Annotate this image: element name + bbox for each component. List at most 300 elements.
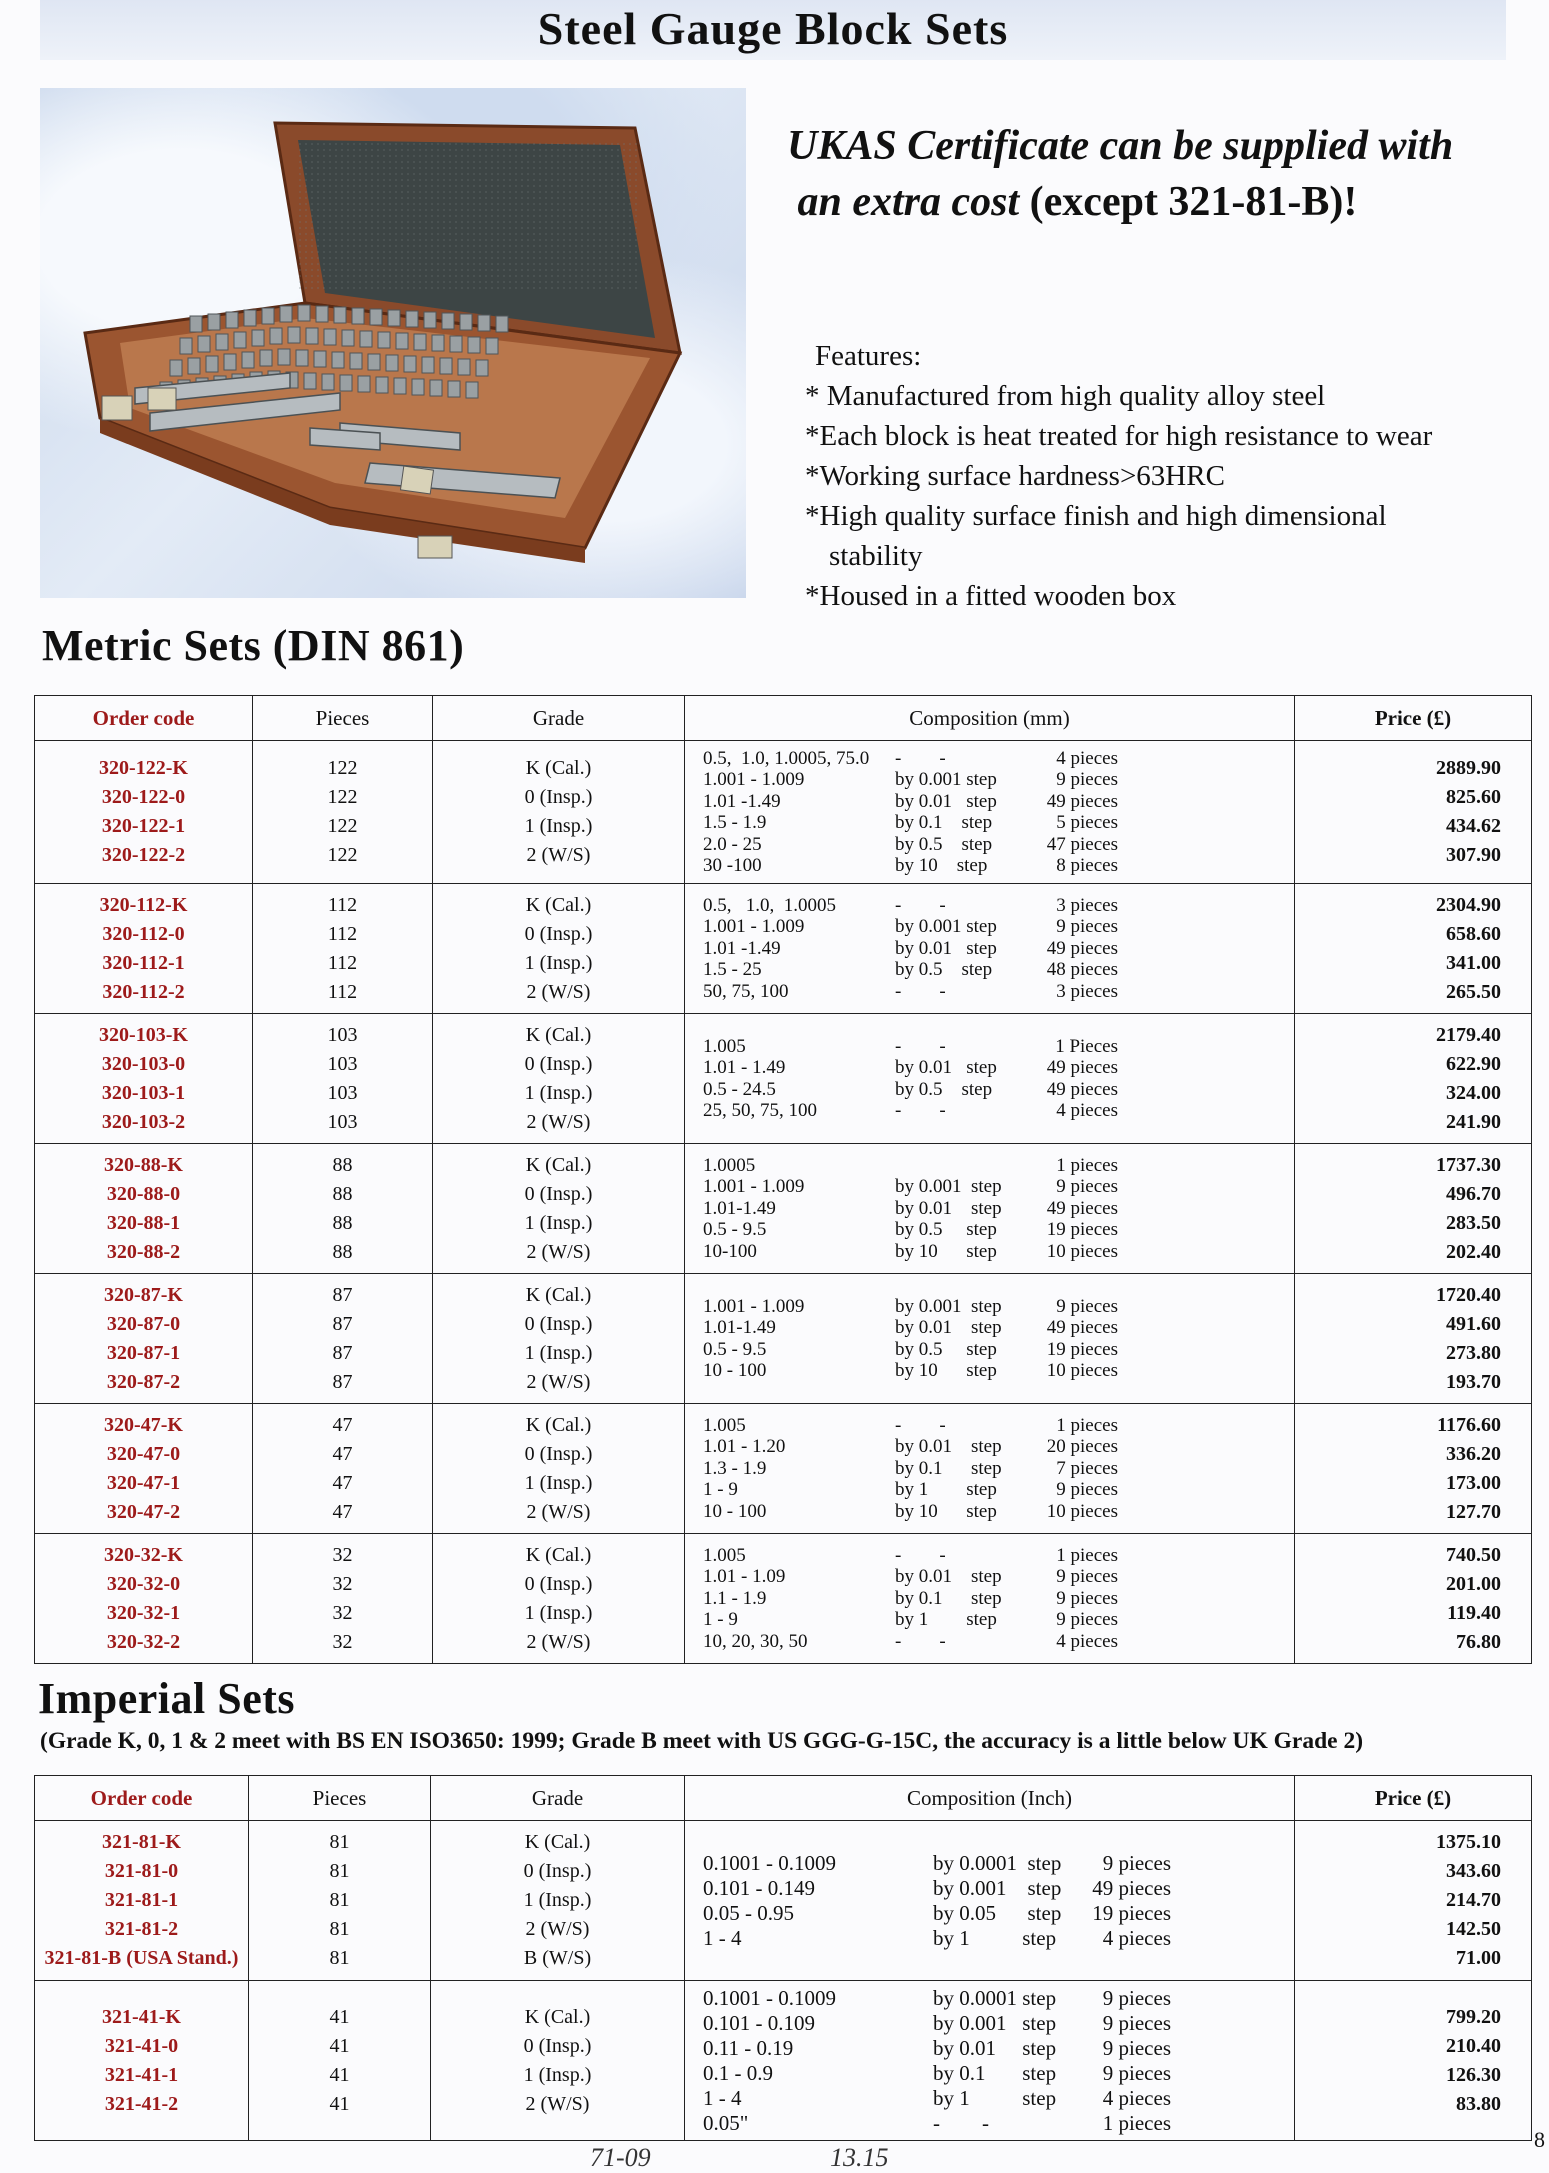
pieces-count: 32 <box>332 1543 353 1566</box>
pieces-count: 103 <box>327 1110 358 1133</box>
composition-line <box>703 981 1294 1003</box>
order-code: 320-103-0 <box>101 1052 186 1075</box>
header-price: Price (£) <box>1295 1776 1532 1821</box>
composition-step: by 0.1 step <box>933 2060 1057 2085</box>
composition-count: 9 pieces <box>1056 1479 1118 1501</box>
composition-line <box>703 1501 1294 1523</box>
price-cell <box>1295 1144 1532 1274</box>
pieces-count: 41 <box>329 2092 350 2115</box>
composition-step: by 0.5 step <box>895 833 993 855</box>
price-cell <box>1295 884 1532 1014</box>
composition-range: 10 - 100 <box>703 1360 767 1381</box>
grade-cell <box>433 1014 685 1144</box>
price: 2304.90 <box>1436 893 1501 916</box>
composition-range: 1.1 - 1.9 <box>703 1587 767 1609</box>
composition-count: 49 pieces <box>1046 937 1118 959</box>
pieces-count: 112 <box>327 922 358 945</box>
grade: 2 (W/S) <box>526 980 591 1003</box>
order-code: 320-32-0 <box>106 1572 181 1595</box>
composition-line <box>703 1566 1294 1588</box>
grade: 0 (Insp.) <box>524 1572 593 1595</box>
pieces-count-cell <box>253 1014 433 1144</box>
composition-step: by 0.001 step <box>933 1875 1062 1900</box>
order-code-cell <box>35 1534 253 1664</box>
grade: 0 (Insp.) <box>524 1052 593 1075</box>
price-cell <box>1295 1981 1532 2141</box>
composition-range: 0.5, 1.0, 1.0005 <box>703 894 836 916</box>
price: 1375.10 <box>1436 1831 1501 1853</box>
composition-range: 30 -100 <box>703 855 762 876</box>
composition-count: 7 pieces <box>1056 1457 1118 1479</box>
composition-range: 1 - 4 <box>703 1925 742 1950</box>
composition-line <box>703 1876 1294 1901</box>
composition-line <box>703 2036 1294 2061</box>
composition-step: by 0.01 step <box>895 1436 1002 1458</box>
grade: K (Cal.) <box>525 1283 592 1306</box>
order-code: 320-122-2 <box>101 844 186 866</box>
composition-count: 9 pieces <box>1056 1176 1118 1198</box>
price-cell <box>1295 1274 1532 1404</box>
table-row <box>35 884 1532 1014</box>
pieces-count: 81 <box>329 1889 350 1911</box>
composition-count: 9 pieces <box>1102 1985 1171 2010</box>
order-code: 320-88-K <box>104 1153 183 1176</box>
composition-line <box>703 1851 1294 1876</box>
composition-count: 9 pieces <box>1056 1609 1118 1631</box>
pieces-count-cell <box>249 1981 431 2141</box>
order-code: 321-81-1 <box>104 1889 179 1911</box>
pieces-count: 103 <box>327 1052 358 1075</box>
composition-range: 25, 50, 75, 100 <box>703 1100 817 1121</box>
composition-count: 47 pieces <box>1046 833 1118 855</box>
composition-line <box>703 959 1294 981</box>
grade: 0 (Insp.) <box>524 1312 593 1335</box>
composition-line <box>703 1458 1294 1480</box>
order-code: 320-88-2 <box>106 1240 181 1263</box>
pieces-count-cell <box>253 884 433 1014</box>
price-cell <box>1295 741 1532 884</box>
pieces-count: 112 <box>327 893 358 916</box>
headline-line-1: UKAS Certificate can be supplied with <box>787 123 1454 169</box>
composition-count: 5 pieces <box>1056 812 1118 833</box>
grade: 1 (Insp.) <box>524 1081 593 1104</box>
composition-range: 1.001 - 1.009 <box>703 769 805 790</box>
composition-step: by 1 step <box>933 2085 1057 2110</box>
composition-step: - - <box>895 1100 946 1121</box>
composition-range: 10, 20, 30, 50 <box>703 1630 808 1652</box>
pieces-count-cell <box>253 741 433 884</box>
price: 2179.40 <box>1436 1023 1501 1046</box>
composition-step: - - <box>895 894 946 916</box>
table-row <box>35 1404 1532 1534</box>
composition-step: by 0.5 step <box>895 959 993 981</box>
handwritten-note: 13.15 <box>830 2143 889 2172</box>
order-code: 320-88-0 <box>106 1182 181 1205</box>
composition-cell <box>685 1144 1295 1274</box>
composition-range: 0.1001 - 0.1009 <box>703 1850 836 1875</box>
grade: 0 (Insp.) <box>523 2034 592 2057</box>
price: 273.80 <box>1446 1341 1501 1364</box>
composition-line <box>703 1545 1294 1567</box>
pieces-count: 112 <box>327 951 358 974</box>
composition-line <box>703 1588 1294 1610</box>
composition-count: 49 pieces <box>1046 1078 1118 1100</box>
table-row <box>35 1144 1532 1274</box>
composition-step: by 0.001 step <box>895 1176 1002 1198</box>
grade: K (Cal.) <box>525 893 592 916</box>
price: 1720.40 <box>1436 1283 1501 1306</box>
grade-cell <box>433 1534 685 1664</box>
composition-count: 1 pieces <box>1056 1414 1118 1436</box>
price: 496.70 <box>1446 1182 1501 1205</box>
composition-step: by 1 step <box>895 1479 997 1501</box>
grade: 2 (W/S) <box>526 1240 591 1263</box>
page-title: Steel Gauge Block Sets <box>537 3 1009 54</box>
pieces-count: 88 <box>332 1211 353 1234</box>
composition-step: by 0.01 step <box>933 2035 1057 2060</box>
gauge-block-box-illustration <box>40 88 746 598</box>
grade: 1 (Insp.) <box>524 1601 593 1624</box>
table-row <box>35 1274 1532 1404</box>
composition-count: 8 pieces <box>1056 855 1118 876</box>
grade-cell <box>431 1981 685 2141</box>
composition-step: by 10 step <box>895 855 988 876</box>
price-cell <box>1295 1014 1532 1144</box>
composition-step: by 0.001 step <box>895 1295 1002 1317</box>
order-code-cell <box>35 1821 249 1981</box>
pieces-count: 87 <box>332 1341 353 1364</box>
composition-line <box>703 1317 1294 1339</box>
composition-step: by 10 step <box>895 1500 997 1522</box>
composition-step: - - <box>895 747 946 769</box>
grade-cell <box>433 1404 685 1534</box>
pieces-count: 112 <box>327 980 358 1003</box>
composition-line <box>703 895 1294 917</box>
pieces-count: 81 <box>329 1947 350 1969</box>
header-price: Price (£) <box>1295 696 1532 741</box>
metric-sets-heading: Metric Sets (DIN 861) <box>42 621 465 670</box>
composition-range: 0.5, 1.0, 1.0005, 75.0 <box>703 747 870 769</box>
composition-cell <box>685 1981 1295 2141</box>
composition-range: 0.1 - 0.9 <box>703 2060 773 2085</box>
order-code: 320-112-0 <box>102 922 185 945</box>
order-code: 320-103-1 <box>101 1081 186 1104</box>
composition-count: 19 pieces <box>1046 1219 1118 1241</box>
composition-line <box>703 1901 1294 1926</box>
metric-sets-table <box>34 695 1532 1664</box>
composition-count: 49 pieces <box>1046 1197 1118 1219</box>
composition-count: 9 pieces <box>1102 2010 1171 2035</box>
header-composition: Composition (Inch) <box>685 1776 1295 1821</box>
order-code-cell <box>35 1404 253 1534</box>
pieces-count: 41 <box>329 2005 350 2028</box>
header-grade: Grade <box>431 1776 685 1821</box>
pieces-count: 122 <box>327 786 358 808</box>
order-code: 320-112-K <box>99 893 188 916</box>
order-code: 320-87-1 <box>106 1341 181 1364</box>
pieces-count-cell <box>253 1534 433 1664</box>
grade-cell <box>433 1274 685 1404</box>
composition-step: by 0.1 step <box>895 1587 1002 1609</box>
composition-count: 10 pieces <box>1046 1500 1118 1522</box>
product-photo <box>40 88 746 598</box>
composition-line <box>703 1100 1294 1122</box>
grade: K (Cal.) <box>525 1543 592 1566</box>
imperial-sets-table <box>34 1775 1532 2141</box>
pieces-count: 47 <box>332 1500 353 1523</box>
composition-range: 0.05 - 0.95 <box>703 1900 794 1925</box>
header-order-code: Order code <box>35 1776 249 1821</box>
composition-count: 4 pieces <box>1056 1630 1118 1652</box>
composition-range: 0.101 - 0.109 <box>703 2010 815 2035</box>
grade: K (Cal.) <box>525 1023 592 1046</box>
composition-line <box>703 1631 1294 1653</box>
price: 142.50 <box>1446 1918 1501 1940</box>
order-code: 320-47-K <box>104 1413 183 1436</box>
handwritten-note: 71-09 <box>590 2143 651 2172</box>
composition-count: 49 pieces <box>1092 1875 1171 1900</box>
grade: 0 (Insp.) <box>523 1860 592 1882</box>
grade: 0 (Insp.) <box>524 786 593 808</box>
order-code: 320-103-K <box>99 1023 188 1046</box>
feature-item: stability <box>829 540 923 572</box>
pieces-count: 122 <box>327 757 358 779</box>
price: 1176.60 <box>1437 1413 1501 1436</box>
order-code: 320-122-K <box>99 757 188 779</box>
order-code-cell <box>35 1981 249 2141</box>
composition-step: by 10 step <box>895 1240 997 1262</box>
order-code: 321-81-0 <box>104 1860 179 1882</box>
price: 210.40 <box>1446 2034 1501 2057</box>
order-code: 320-87-0 <box>106 1312 181 1335</box>
composition-cell <box>685 884 1295 1014</box>
composition-line <box>703 834 1294 856</box>
composition-step <box>895 1155 1020 1177</box>
composition-range: 1.01 - 1.09 <box>703 1566 786 1588</box>
composition-step: by 0.0001 step <box>933 1985 1057 2010</box>
composition-count: 48 pieces <box>1046 959 1118 981</box>
price: 119.40 <box>1447 1601 1501 1624</box>
order-code-cell <box>35 741 253 884</box>
table-row <box>35 1821 1532 1981</box>
price: 825.60 <box>1446 786 1501 808</box>
composition-range: 1.001 - 1.009 <box>703 1295 805 1317</box>
order-code: 321-41-2 <box>104 2092 179 2115</box>
composition-count: 9 pieces <box>1056 1566 1118 1588</box>
composition-cell <box>685 1274 1295 1404</box>
pieces-count: 32 <box>332 1572 353 1595</box>
price: 341.00 <box>1446 951 1501 974</box>
composition-step: - - <box>895 1035 946 1057</box>
pieces-count: 32 <box>332 1601 353 1624</box>
composition-range: 1 - 4 <box>703 2085 742 2110</box>
composition-range: 1.0005 <box>703 1154 756 1176</box>
price: 214.70 <box>1446 1889 1501 1911</box>
composition-step: by 0.5 step <box>895 1219 997 1241</box>
pieces-count: 81 <box>329 1860 350 1882</box>
composition-range: 50, 75, 100 <box>703 980 789 1002</box>
composition-range: 1.005 <box>703 1544 746 1566</box>
composition-range: 1.005 <box>703 1035 746 1057</box>
composition-line <box>703 1479 1294 1501</box>
price: 76.80 <box>1456 1630 1501 1653</box>
price: 622.90 <box>1446 1052 1501 1075</box>
composition-count: 10 pieces <box>1046 1240 1118 1262</box>
composition-count: 4 pieces <box>1102 1925 1171 1950</box>
composition-step: by 0.1 step <box>895 812 993 833</box>
pieces-count: 122 <box>327 815 358 837</box>
grade: K (Cal.) <box>524 2005 591 2028</box>
order-code: 320-47-1 <box>106 1471 181 1494</box>
order-code-cell <box>35 1144 253 1274</box>
composition-line <box>703 1609 1294 1631</box>
composition-line <box>703 916 1294 938</box>
order-code-cell <box>35 1014 253 1144</box>
composition-cell <box>685 1014 1295 1144</box>
composition-step: by 0.5 step <box>895 1078 993 1100</box>
composition-range: 1.01-1.49 <box>703 1317 776 1338</box>
grade: 1 (Insp.) <box>524 1471 593 1494</box>
composition-count: 49 pieces <box>1046 1317 1118 1338</box>
composition-count: 9 pieces <box>1102 2035 1171 2060</box>
composition-step: - - <box>895 1414 946 1436</box>
price-cell <box>1295 1404 1532 1534</box>
price: 434.62 <box>1446 815 1501 837</box>
grade: 1 (Insp.) <box>524 1211 593 1234</box>
composition-line <box>703 1079 1294 1101</box>
price: 324.00 <box>1446 1081 1501 1104</box>
composition-range: 0.5 - 24.5 <box>703 1078 776 1100</box>
features-heading: Features: <box>815 340 922 372</box>
ukas-headline <box>787 118 1537 230</box>
price: 126.30 <box>1446 2063 1501 2086</box>
composition-step: by 0.01 step <box>895 1566 1002 1588</box>
pieces-count-cell <box>253 1404 433 1534</box>
feature-item: *Working surface hardness>63HRC <box>805 460 1225 492</box>
pieces-count: 88 <box>332 1153 353 1176</box>
composition-range: 1.5 - 1.9 <box>703 812 767 833</box>
header-pieces: Pieces <box>249 1776 431 1821</box>
composition-line <box>703 2111 1294 2136</box>
composition-line <box>703 2086 1294 2111</box>
composition-line <box>703 1241 1294 1263</box>
composition-range: 0.5 - 9.5 <box>703 1219 767 1241</box>
pieces-count: 47 <box>332 1413 353 1436</box>
order-code-cell <box>35 884 253 1014</box>
order-code: 321-81-K <box>102 1831 181 1853</box>
composition-count: 3 pieces <box>1056 894 1118 916</box>
order-code: 320-87-2 <box>106 1370 181 1393</box>
composition-range: 0.101 - 0.149 <box>703 1875 815 1900</box>
composition-range: 1.001 - 1.009 <box>703 916 805 938</box>
feature-item: * Manufactured from high quality alloy steel <box>805 380 1326 412</box>
composition-count: 9 pieces <box>1056 1295 1118 1317</box>
price: 658.60 <box>1446 922 1501 945</box>
composition-cell <box>685 741 1295 884</box>
price: 71.00 <box>1456 1947 1501 1969</box>
pieces-count: 88 <box>332 1240 353 1263</box>
composition-step: by 0.05 step <box>933 1900 1062 1925</box>
grade: 0 (Insp.) <box>524 922 593 945</box>
grade: 2 (W/S) <box>525 2092 590 2115</box>
composition-line <box>703 1296 1294 1318</box>
composition-range: 1.01 -1.49 <box>703 790 781 812</box>
pieces-count: 47 <box>332 1471 353 1494</box>
grade: K (Cal.) <box>524 1831 591 1853</box>
pieces-count: 47 <box>332 1442 353 1465</box>
composition-line <box>703 1360 1294 1382</box>
pieces-count: 122 <box>327 844 358 866</box>
price: 343.60 <box>1446 1860 1501 1882</box>
price: 799.20 <box>1446 2005 1501 2028</box>
pieces-count: 87 <box>332 1312 353 1335</box>
grade: 2 (W/S) <box>526 1630 591 1653</box>
composition-range: 1 - 9 <box>703 1609 738 1631</box>
composition-step: by 0.001 step <box>895 769 997 790</box>
composition-cell <box>685 1404 1295 1534</box>
composition-count: 1 Pieces <box>1055 1035 1118 1057</box>
composition-step: - - <box>895 1544 946 1566</box>
order-code: 320-32-1 <box>106 1601 181 1624</box>
grade: 2 (W/S) <box>526 1370 591 1393</box>
grade: B (W/S) <box>523 1947 592 1969</box>
composition-range: 1.01 - 1.20 <box>703 1436 786 1458</box>
table-row <box>35 1534 1532 1664</box>
price: 202.40 <box>1446 1240 1501 1263</box>
grade: 2 (W/S) <box>526 1110 591 1133</box>
composition-range: 1.005 <box>703 1414 746 1436</box>
pieces-count: 81 <box>329 1831 350 1853</box>
composition-step: - - <box>895 980 946 1002</box>
order-code: 320-47-0 <box>106 1442 181 1465</box>
composition-count: 4 pieces <box>1056 747 1118 769</box>
composition-step: by 0.0001 step <box>933 1850 1062 1875</box>
price: 491.60 <box>1446 1312 1501 1335</box>
composition-count: 19 pieces <box>1092 1900 1171 1925</box>
order-code: 320-32-2 <box>106 1630 181 1653</box>
price: 83.80 <box>1456 2092 1501 2115</box>
price: 2889.90 <box>1436 757 1501 779</box>
pieces-count: 32 <box>332 1630 353 1653</box>
composition-range: 10-100 <box>703 1240 757 1262</box>
grade-cell <box>433 1144 685 1274</box>
composition-cell <box>685 1821 1295 1981</box>
price-cell <box>1295 1821 1532 1981</box>
composition-line <box>703 1986 1294 2011</box>
composition-count: 9 pieces <box>1056 916 1118 938</box>
header-order-code: Order code <box>35 696 253 741</box>
composition-count: 9 pieces <box>1102 2060 1171 2085</box>
composition-line <box>703 791 1294 813</box>
order-code: 321-81-2 <box>104 1918 179 1940</box>
composition-step: by 0.01 step <box>895 937 997 959</box>
composition-range: 1.01 -1.49 <box>703 937 781 959</box>
grade: K (Cal.) <box>525 1153 592 1176</box>
order-code: 320-122-1 <box>101 815 186 837</box>
order-code: 320-32-K <box>104 1543 183 1566</box>
composition-count: 49 pieces <box>1046 790 1118 812</box>
composition-range: 1.01 - 1.49 <box>703 1057 786 1078</box>
composition-line <box>703 938 1294 960</box>
composition-line <box>703 748 1294 770</box>
grade-cell <box>433 741 685 884</box>
header-pieces: Pieces <box>253 696 433 741</box>
composition-count: 19 pieces <box>1046 1338 1118 1360</box>
grade: K (Cal.) <box>525 1413 592 1436</box>
composition-step: by 0.01 step <box>895 1317 1002 1338</box>
pieces-count-cell <box>253 1144 433 1274</box>
composition-range: 10 - 100 <box>703 1500 767 1522</box>
